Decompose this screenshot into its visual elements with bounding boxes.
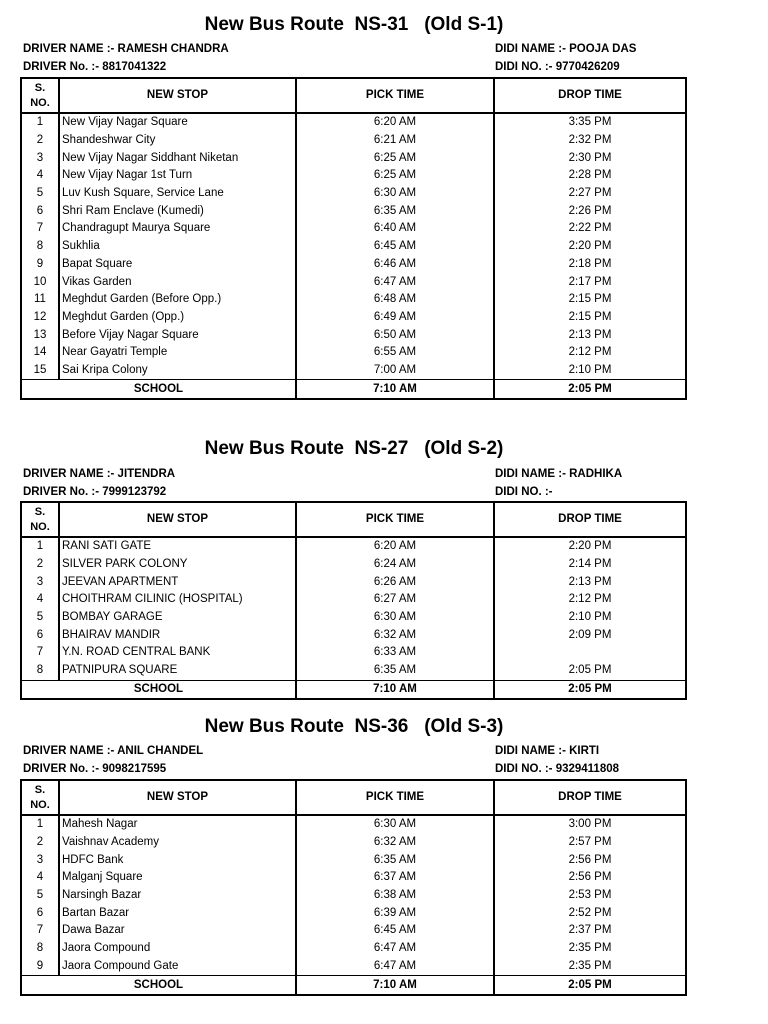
school-row: [21, 976, 686, 995]
drop-time: 2:15 PM: [494, 309, 686, 327]
drop-time: 2:56 PM: [494, 851, 686, 869]
driver-number: DRIVER No. :- 8817041322: [23, 61, 167, 73]
stop-number: 4: [21, 869, 59, 887]
header-sno: [21, 78, 59, 113]
stop-number: 1: [21, 815, 59, 834]
driver-name: DRIVER NAME :- RAMESH CHANDRA: [23, 43, 229, 55]
header-new-stop: NEW STOP: [59, 502, 296, 537]
table-row: [21, 573, 686, 591]
table-row: [21, 149, 686, 167]
drop-time: 2:18 PM: [494, 256, 686, 274]
school-pick-time: 7:10 AM: [296, 680, 494, 699]
stop-number: 7: [21, 922, 59, 940]
pick-time: 6:30 AM: [296, 609, 494, 627]
table-row: [21, 537, 686, 556]
stop-name: Sai Kripa Colony: [59, 362, 296, 380]
stop-number: 5: [21, 185, 59, 203]
stop-name: New Vijay Nagar Siddhant Niketan: [59, 149, 296, 167]
header-new-stop: NEW STOP: [59, 780, 296, 815]
drop-time: 2:20 PM: [494, 238, 686, 256]
stop-number: 3: [21, 573, 59, 591]
stop-number: 14: [21, 344, 59, 362]
pick-time: 6:25 AM: [296, 149, 494, 167]
drop-time: 2:26 PM: [494, 202, 686, 220]
school-drop-time: 2:05 PM: [494, 680, 686, 699]
pick-time: 6:30 AM: [296, 185, 494, 203]
stop-name: Y.N. ROAD CENTRAL BANK: [59, 644, 296, 662]
stop-number: 1: [21, 113, 59, 132]
drop-time: 2:30 PM: [494, 149, 686, 167]
header-sno-line2: NO.: [30, 520, 50, 533]
table-row: [21, 167, 686, 185]
stop-number: 5: [21, 887, 59, 905]
table-row: [21, 922, 686, 940]
table-row: [21, 309, 686, 327]
stop-number: 13: [21, 326, 59, 344]
stop-number: 10: [21, 273, 59, 291]
pick-time: 6:27 AM: [296, 591, 494, 609]
table-row: [21, 344, 686, 362]
driver-name: DRIVER NAME :- JITENDRA: [23, 468, 176, 480]
didi-number: DIDI NO. :-: [495, 486, 553, 498]
table-row: [21, 644, 686, 662]
stop-name: Vaishnav Academy: [59, 834, 296, 852]
drop-time: 2:27 PM: [494, 185, 686, 203]
pick-time: 6:25 AM: [296, 167, 494, 185]
school-label: SCHOOL: [21, 680, 296, 699]
stop-name: Chandragupt Maurya Square: [59, 220, 296, 238]
stop-name: Near Gayatri Temple: [59, 344, 296, 362]
stop-name: Before Vijay Nagar Square: [59, 326, 296, 344]
stop-name: BOMBAY GARAGE: [59, 609, 296, 627]
stops-table: [20, 501, 687, 700]
table-row: [21, 202, 686, 220]
pick-time: 6:20 AM: [296, 113, 494, 132]
pick-time: 6:32 AM: [296, 626, 494, 644]
table-row: [21, 362, 686, 380]
table-row: [21, 273, 686, 291]
drop-time: 2:12 PM: [494, 344, 686, 362]
stop-name: Meghdut Garden (Opp.): [59, 309, 296, 327]
stops-table: [20, 779, 687, 996]
drop-time: 2:20 PM: [494, 537, 686, 556]
stop-name: CHOITHRAM CILINIC (HOSPITAL): [59, 591, 296, 609]
pick-time: 6:33 AM: [296, 644, 494, 662]
pick-time: 6:50 AM: [296, 326, 494, 344]
table-row: [21, 113, 686, 132]
stop-name: Malganj Square: [59, 869, 296, 887]
stop-number: 7: [21, 220, 59, 238]
header-sno: [21, 502, 59, 537]
stops-table: [20, 77, 687, 400]
table-row: [21, 556, 686, 574]
pick-time: 6:55 AM: [296, 344, 494, 362]
stop-name: New Vijay Nagar 1st Turn: [59, 167, 296, 185]
header-row: [21, 78, 686, 113]
stop-number: 3: [21, 851, 59, 869]
header-sno: [21, 780, 59, 815]
pick-time: 6:47 AM: [296, 940, 494, 958]
stop-number: 12: [21, 309, 59, 327]
stop-name: Shandeshwar City: [59, 132, 296, 150]
stop-number: 8: [21, 662, 59, 680]
pick-time: 6:38 AM: [296, 887, 494, 905]
drop-time: 2:32 PM: [494, 132, 686, 150]
stop-number: 9: [21, 256, 59, 274]
drop-time: 2:14 PM: [494, 556, 686, 574]
driver-number: DRIVER No. :- 9098217595: [23, 763, 167, 775]
header-sno-line2: NO.: [30, 96, 50, 109]
header-pick-time: PICK TIME: [296, 78, 494, 113]
stop-name: RANI SATI GATE: [59, 537, 296, 556]
drop-time: 2:12 PM: [494, 591, 686, 609]
pick-time: 6:46 AM: [296, 256, 494, 274]
stop-number: 8: [21, 940, 59, 958]
stop-number: 4: [21, 167, 59, 185]
stop-name: Dawa Bazar: [59, 922, 296, 940]
pick-time: 6:35 AM: [296, 662, 494, 680]
drop-time: 2:17 PM: [494, 273, 686, 291]
school-row: [21, 380, 686, 399]
table-row: [21, 662, 686, 680]
school-pick-time: 7:10 AM: [296, 380, 494, 399]
didi-number: DIDI NO. :- 9329411808: [495, 763, 620, 775]
pick-time: 6:21 AM: [296, 132, 494, 150]
pick-time: 6:20 AM: [296, 537, 494, 556]
school-drop-time: 2:05 PM: [494, 380, 686, 399]
stop-name: Shri Ram Enclave (Kumedi): [59, 202, 296, 220]
stop-name: Narsingh Bazar: [59, 887, 296, 905]
drop-time: 2:22 PM: [494, 220, 686, 238]
header-row: [21, 502, 686, 537]
stop-number: 2: [21, 132, 59, 150]
school-pick-time: 7:10 AM: [296, 976, 494, 995]
drop-time: 2:09 PM: [494, 626, 686, 644]
pick-time: 6:45 AM: [296, 922, 494, 940]
pick-time: 6:48 AM: [296, 291, 494, 309]
table-row: [21, 626, 686, 644]
pick-time: 6:47 AM: [296, 273, 494, 291]
school-label: SCHOOL: [21, 976, 296, 995]
pick-time: 6:37 AM: [296, 869, 494, 887]
stop-name: Luv Kush Square, Service Lane: [59, 185, 296, 203]
table-row: [21, 869, 686, 887]
header-pick-time: PICK TIME: [296, 502, 494, 537]
table-row: [21, 815, 686, 834]
school-drop-time: 2:05 PM: [494, 976, 686, 995]
stop-number: 15: [21, 362, 59, 380]
stop-number: 5: [21, 609, 59, 627]
drop-time: 2:13 PM: [494, 326, 686, 344]
pick-time: 6:45 AM: [296, 238, 494, 256]
stop-number: 6: [21, 626, 59, 644]
stop-name: Sukhlia: [59, 238, 296, 256]
drop-time: 2:10 PM: [494, 362, 686, 380]
header-drop-time: DROP TIME: [494, 780, 686, 815]
stop-number: 11: [21, 291, 59, 309]
stop-number: 1: [21, 537, 59, 556]
pick-time: 6:35 AM: [296, 851, 494, 869]
route-title: New Bus Route NS-31 (Old S-1): [204, 14, 504, 35]
drop-time: 2:56 PM: [494, 869, 686, 887]
table-row: [21, 220, 686, 238]
header-row: [21, 780, 686, 815]
header-sno-line1: S.: [34, 81, 46, 94]
pick-time: 7:00 AM: [296, 362, 494, 380]
pick-time: 6:32 AM: [296, 834, 494, 852]
pick-time: 6:24 AM: [296, 556, 494, 574]
table-row: [21, 185, 686, 203]
table-row: [21, 238, 686, 256]
stop-number: 2: [21, 834, 59, 852]
pick-time: 6:49 AM: [296, 309, 494, 327]
stop-number: 8: [21, 238, 59, 256]
table-row: [21, 940, 686, 958]
drop-time: 2:53 PM: [494, 887, 686, 905]
drop-time: 2:05 PM: [494, 662, 686, 680]
drop-time: 2:52 PM: [494, 904, 686, 922]
table-row: [21, 904, 686, 922]
stop-number: 6: [21, 904, 59, 922]
route-title: New Bus Route NS-36 (Old S-3): [204, 716, 504, 737]
stop-name: Meghdut Garden (Before Opp.): [59, 291, 296, 309]
pick-time: 6:35 AM: [296, 202, 494, 220]
stop-name: Mahesh Nagar: [59, 815, 296, 834]
drop-time: 2:10 PM: [494, 609, 686, 627]
stop-name: New Vijay Nagar Square: [59, 113, 296, 132]
school-label: SCHOOL: [21, 380, 296, 399]
header-new-stop: NEW STOP: [59, 78, 296, 113]
route-title: New Bus Route NS-27 (Old S-2): [204, 438, 504, 459]
drop-time: 2:37 PM: [494, 922, 686, 940]
driver-name: DRIVER NAME :- ANIL CHANDEL: [23, 745, 204, 757]
header-pick-time: PICK TIME: [296, 780, 494, 815]
table-row: [21, 591, 686, 609]
table-row: [21, 132, 686, 150]
drop-time: 2:35 PM: [494, 940, 686, 958]
stop-name: Jaora Compound Gate: [59, 958, 296, 976]
pick-time: 6:40 AM: [296, 220, 494, 238]
table-row: [21, 291, 686, 309]
table-row: [21, 834, 686, 852]
drop-time: 2:57 PM: [494, 834, 686, 852]
table-row: [21, 887, 686, 905]
table-row: [21, 256, 686, 274]
stop-number: 3: [21, 149, 59, 167]
table-row: [21, 326, 686, 344]
stop-name: HDFC Bank: [59, 851, 296, 869]
didi-name: DIDI NAME :- KIRTI: [495, 745, 600, 757]
stop-number: 9: [21, 958, 59, 976]
header-drop-time: DROP TIME: [494, 502, 686, 537]
pick-time: 6:26 AM: [296, 573, 494, 591]
header-sno-line1: S.: [34, 783, 46, 796]
table-row: [21, 958, 686, 976]
stop-number: 2: [21, 556, 59, 574]
stop-name: Bartan Bazar: [59, 904, 296, 922]
stop-name: Vikas Garden: [59, 273, 296, 291]
stop-name: JEEVAN APARTMENT: [59, 573, 296, 591]
stop-name: SILVER PARK COLONY: [59, 556, 296, 574]
pick-time: 6:39 AM: [296, 904, 494, 922]
header-sno-line1: S.: [34, 505, 46, 518]
table-row: [21, 851, 686, 869]
header-sno-line2: NO.: [30, 798, 50, 811]
drop-time: 2:15 PM: [494, 291, 686, 309]
didi-name: DIDI NAME :- POOJA DAS: [495, 43, 637, 55]
school-row: [21, 680, 686, 699]
drop-time: 2:35 PM: [494, 958, 686, 976]
pick-time: 6:47 AM: [296, 958, 494, 976]
didi-number: DIDI NO. :- 9770426209: [495, 61, 620, 73]
drop-time: 3:35 PM: [494, 113, 686, 132]
didi-name: DIDI NAME :- RADHIKA: [495, 468, 623, 480]
table-row: [21, 609, 686, 627]
pick-time: 6:30 AM: [296, 815, 494, 834]
driver-number: DRIVER No. :- 7999123792: [23, 486, 167, 498]
drop-time: 3:00 PM: [494, 815, 686, 834]
drop-time: 2:28 PM: [494, 167, 686, 185]
drop-time: 2:13 PM: [494, 573, 686, 591]
stop-number: 7: [21, 644, 59, 662]
drop-time: [494, 644, 686, 662]
stop-name: Jaora Compound: [59, 940, 296, 958]
stop-name: PATNIPURA SQUARE: [59, 662, 296, 680]
stop-number: 6: [21, 202, 59, 220]
header-drop-time: DROP TIME: [494, 78, 686, 113]
stop-number: 4: [21, 591, 59, 609]
stop-name: BHAIRAV MANDIR: [59, 626, 296, 644]
stop-name: Bapat Square: [59, 256, 296, 274]
